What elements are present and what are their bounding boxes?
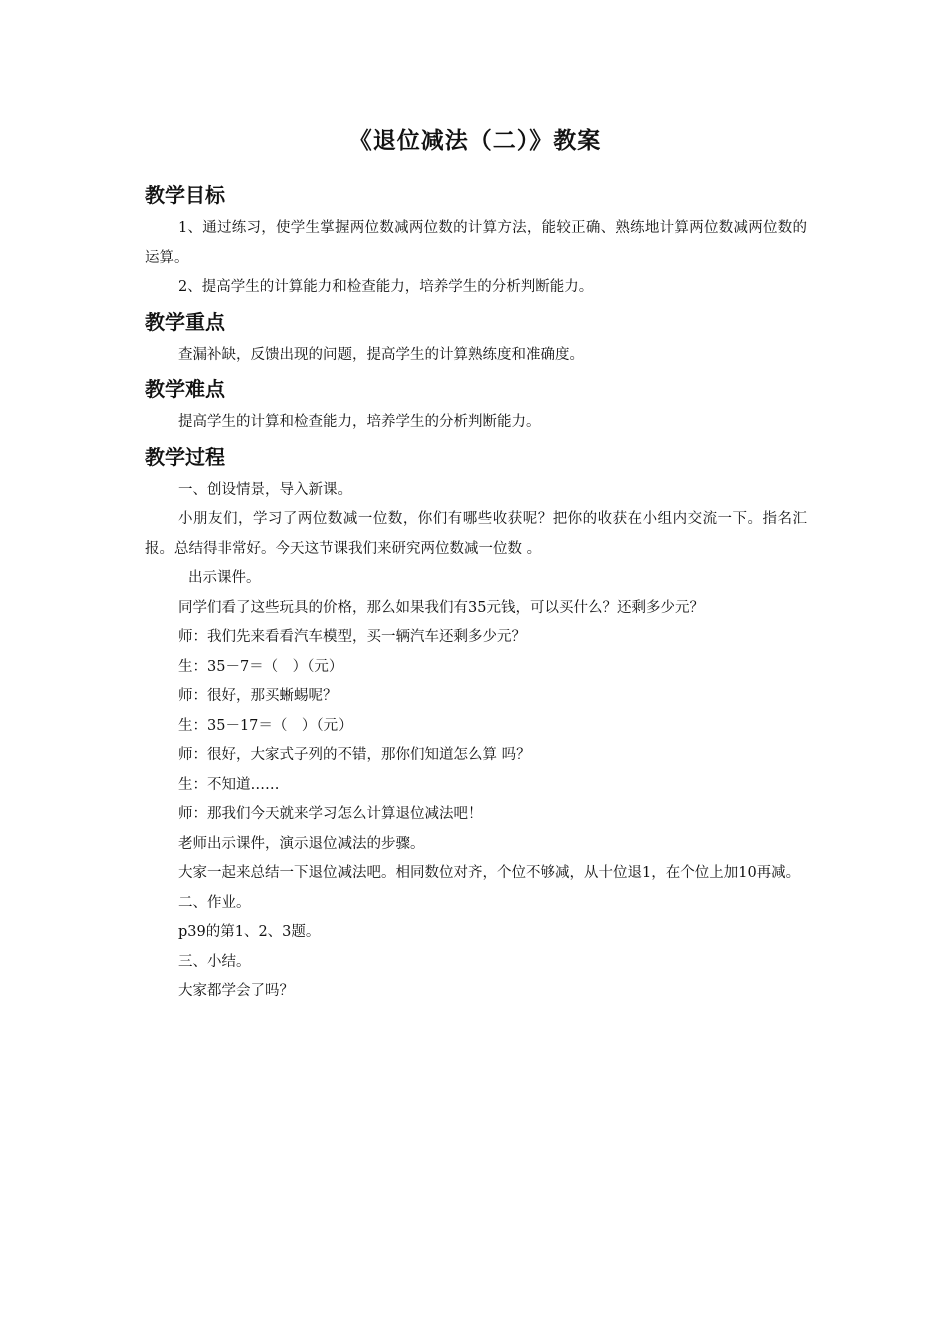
key-points-text: 查漏补缺，反馈出现的问题，提高学生的计算熟练度和准确度。 — [178, 346, 584, 363]
section-heading-key-points: 教学重点 — [145, 309, 225, 334]
process-line: 师：很好，那买蜥蜴呢？ — [178, 688, 338, 704]
section-heading-process: 教学过程 — [145, 444, 225, 469]
difficulties-text: 提高学生的计算和检查能力，培养学生的分析判断能力。 — [178, 414, 541, 430]
process-line: 老师出示课件，演示退位减法的步骤。 — [178, 835, 425, 852]
process-line: 师：我们先来看看汽车模型，买一辆汽车还剩多少元？ — [178, 629, 526, 645]
section-heading-difficulties: 教学难点 — [145, 377, 225, 401]
process-line: 三、小结。 — [178, 953, 251, 970]
process-line: 同学们看了这些玩具的价格，那么如果我们有35元钱，可以买什么？还剩多少元？ — [178, 599, 704, 616]
process-line: 师：那我们今天就来学习怎么计算退位减法吧！ — [178, 806, 483, 822]
process-line: 大家都学会了吗？ — [178, 983, 294, 999]
process-line: 师：很好，大家式子列的不错，那你们知道怎么算 吗？ — [178, 747, 531, 763]
process-line: 一、创设情景，导入新课。 — [178, 481, 352, 498]
process-line: 生：35－17＝（ ）（元） — [178, 717, 353, 734]
process-line: p39的第1、2、3题。 — [178, 924, 321, 940]
process-line: 二、作业。 — [178, 894, 251, 911]
process-line: 生：35－7＝（ ）（元） — [178, 658, 344, 675]
document-title: 《退位减法（二）》教案 — [348, 128, 602, 154]
process-line: 小朋友们，学习了两位数减一位数，你们有哪些收获呢？把你的收获在小组内交流一下。指名汇报。总结得非常好。今天这节课我们来研究两位数减一位数 。 — [145, 511, 807, 557]
objective-item: 1、通过练习，使学生掌握两位数减两位数的计算方法，能较正确、熟练地计算两位数减两位数的运算。 — [145, 220, 807, 266]
process-line: 出示课件。 — [188, 570, 261, 586]
document-body — [145, 178, 807, 1007]
objective-item: 2、提高学生的计算能力和检查能力，培养学生的分析判断能力。 — [178, 279, 594, 295]
process-line: 生：不知道…… — [178, 776, 280, 793]
process-line: 大家一起来总结一下退位减法吧。相同数位对齐，个位不够减，从十位退1，在个位上加10再减。 — [178, 865, 801, 881]
section-heading-objectives: 教学目标 — [145, 183, 225, 207]
